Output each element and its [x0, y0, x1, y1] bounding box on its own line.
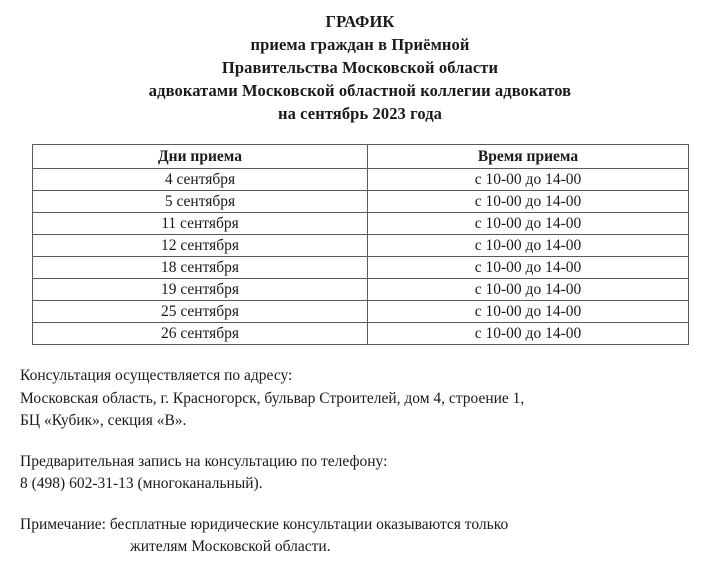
table-header-row — [33, 145, 689, 169]
cell-day: 5 сентября — [33, 191, 368, 213]
table-row — [33, 279, 689, 301]
address-paragraph — [20, 365, 700, 433]
address-line-2: Московская область, г. Красногорск, бульвар Строителей, дом 4, строение 1, — [20, 389, 525, 407]
booking-paragraph — [20, 451, 700, 496]
cell-time: с 10-00 до 14-00 — [368, 235, 689, 257]
cell-day: 18 сентября — [33, 257, 368, 279]
table-row — [33, 213, 689, 235]
cell-day: 25 сентября — [33, 301, 368, 323]
cell-time: с 10-00 до 14-00 — [368, 169, 689, 191]
schedule-table-head — [33, 145, 689, 169]
column-header-time: Время приема — [368, 145, 689, 169]
cell-time: с 10-00 до 14-00 — [368, 257, 689, 279]
booking-line-1: Предварительная запись на консультацию по телефону: — [20, 452, 388, 470]
cell-day: 26 сентября — [33, 323, 368, 345]
table-row — [33, 301, 689, 323]
note-line-1: Примечание: бесплатные юридические консультации оказываются только — [20, 515, 509, 533]
schedule-table — [32, 144, 689, 345]
cell-time: с 10-00 до 14-00 — [368, 301, 689, 323]
cell-time: с 10-00 до 14-00 — [368, 213, 689, 235]
cell-time: с 10-00 до 14-00 — [368, 191, 689, 213]
title-line-4: адвокатами Московской областной коллегии адвокатов — [148, 81, 572, 100]
cell-day: 19 сентября — [33, 279, 368, 301]
table-row — [33, 257, 689, 279]
column-header-days: Дни приема — [33, 145, 368, 169]
address-line-3: БЦ «Кубик», секция «В». — [20, 412, 187, 429]
table-row — [33, 235, 689, 257]
address-line-1: Консультация осуществляется по адресу: — [20, 367, 293, 384]
table-row — [33, 191, 689, 213]
cell-day: 11 сентября — [33, 213, 368, 235]
document-body-text — [20, 365, 700, 559]
title-line-2: приема граждан в Приёмной — [250, 35, 470, 54]
schedule-table-wrapper — [32, 144, 688, 345]
cell-day: 4 сентября — [33, 169, 368, 191]
cell-time: с 10-00 до 14-00 — [368, 323, 689, 345]
table-row — [33, 169, 689, 191]
title-line-1: ГРАФИК — [325, 12, 395, 31]
cell-time: с 10-00 до 14-00 — [368, 279, 689, 301]
schedule-table-body — [33, 169, 689, 345]
title-line-3: Правительства Московской области — [221, 58, 499, 77]
cell-day: 12 сентября — [33, 235, 368, 257]
phone-number: 8 (498) 602-31-13 (многоканальный). — [20, 475, 263, 492]
title-line-5: на сентябрь 2023 года — [277, 104, 442, 123]
note-line-2: жителям Московской области. — [130, 538, 331, 555]
table-row — [33, 323, 689, 345]
note-paragraph — [20, 514, 700, 559]
document-title — [0, 0, 720, 125]
